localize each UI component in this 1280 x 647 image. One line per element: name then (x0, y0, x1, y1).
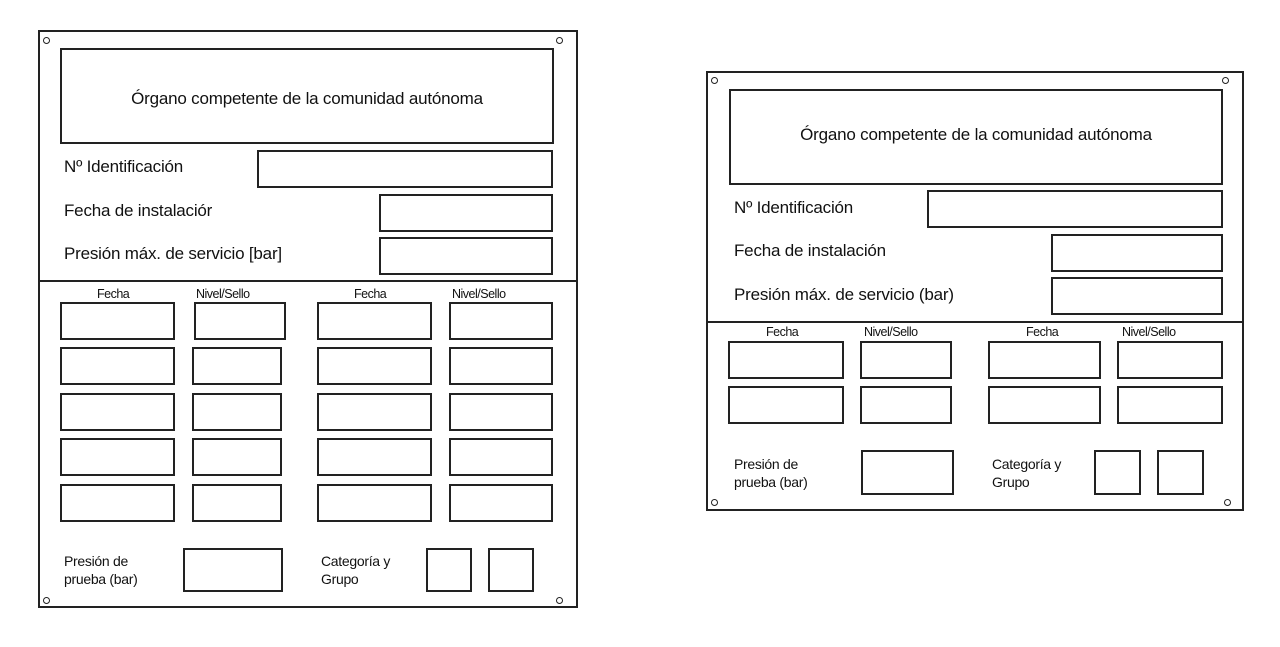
header-box (60, 48, 554, 144)
date-cell[interactable] (728, 341, 844, 379)
install-date-field[interactable] (1051, 234, 1223, 272)
divider (40, 280, 576, 282)
group-field[interactable] (488, 548, 534, 592)
seal-cell[interactable] (449, 393, 553, 431)
max-pressure-field[interactable] (379, 237, 553, 275)
seal-cell[interactable] (860, 341, 952, 379)
max-pressure-field[interactable] (1051, 277, 1223, 315)
divider (708, 321, 1242, 323)
col-header-date: Fecha (97, 287, 130, 301)
install-date-label: Fecha de instalación (734, 241, 886, 260)
seal-cell[interactable] (192, 484, 282, 522)
date-cell[interactable] (60, 393, 175, 431)
seal-cell[interactable] (192, 393, 282, 431)
seal-cell[interactable] (449, 438, 553, 476)
date-cell[interactable] (317, 347, 432, 385)
plate-large (38, 30, 578, 608)
screw-icon (711, 499, 718, 506)
test-pressure-field[interactable] (861, 450, 954, 495)
date-cell[interactable] (317, 438, 432, 476)
id-field[interactable] (257, 150, 553, 188)
seal-cell[interactable] (192, 347, 282, 385)
date-cell[interactable] (60, 484, 175, 522)
id-field[interactable] (927, 190, 1223, 228)
max-pressure-label: Presión máx. de servicio [bar] (64, 244, 282, 263)
category-label: Categoría y Grupo (992, 456, 1062, 491)
seal-cell[interactable] (194, 302, 286, 340)
date-cell[interactable] (317, 393, 432, 431)
col-header-level-seal: Nivel/Sello (864, 325, 918, 339)
date-cell[interactable] (60, 347, 175, 385)
header-text: Órgano competente de la comunidad autónoma (800, 125, 1152, 144)
seal-cell[interactable] (860, 386, 952, 424)
seal-cell[interactable] (1117, 386, 1223, 424)
date-cell[interactable] (988, 341, 1101, 379)
screw-icon (43, 597, 50, 604)
test-pressure-field[interactable] (183, 548, 283, 592)
date-cell[interactable] (317, 484, 432, 522)
col-header-date: Fecha (766, 325, 799, 339)
install-date-label: Fecha de instalaciór (64, 201, 213, 220)
category-label: Categoría y Grupo (321, 553, 391, 588)
category-field[interactable] (426, 548, 472, 592)
install-date-field[interactable] (379, 194, 553, 232)
screw-icon (711, 77, 718, 84)
date-cell[interactable] (60, 302, 175, 340)
test-pressure-label: Presión de prueba (bar) (734, 456, 808, 491)
screw-icon (1224, 499, 1231, 506)
header-box (729, 89, 1223, 185)
date-cell[interactable] (317, 302, 432, 340)
seal-cell[interactable] (449, 347, 553, 385)
col-header-date: Fecha (354, 287, 387, 301)
screw-icon (43, 37, 50, 44)
max-pressure-label: Presión máx. de servicio (bar) (734, 285, 954, 304)
seal-cell[interactable] (1117, 341, 1223, 379)
col-header-level-seal: Nivel/Sello (1122, 325, 1176, 339)
seal-cell[interactable] (449, 302, 553, 340)
test-pressure-label: Presión de prueba (bar) (64, 553, 138, 588)
id-label: Nº Identificación (64, 157, 184, 176)
screw-icon (1222, 77, 1229, 84)
header-text: Órgano competente de la comunidad autónoma (131, 89, 483, 108)
group-field[interactable] (1157, 450, 1204, 495)
date-cell[interactable] (988, 386, 1101, 424)
screw-icon (556, 597, 563, 604)
id-label: Nº Identificación (734, 198, 854, 217)
col-header-date: Fecha (1026, 325, 1059, 339)
col-header-level-seal: Nivel/Sello (452, 287, 506, 301)
col-header-level-seal: Nivel/Sello (196, 287, 250, 301)
date-cell[interactable] (728, 386, 844, 424)
seal-cell[interactable] (192, 438, 282, 476)
category-field[interactable] (1094, 450, 1141, 495)
date-cell[interactable] (60, 438, 175, 476)
screw-icon (556, 37, 563, 44)
plate-small (706, 71, 1244, 511)
seal-cell[interactable] (449, 484, 553, 522)
